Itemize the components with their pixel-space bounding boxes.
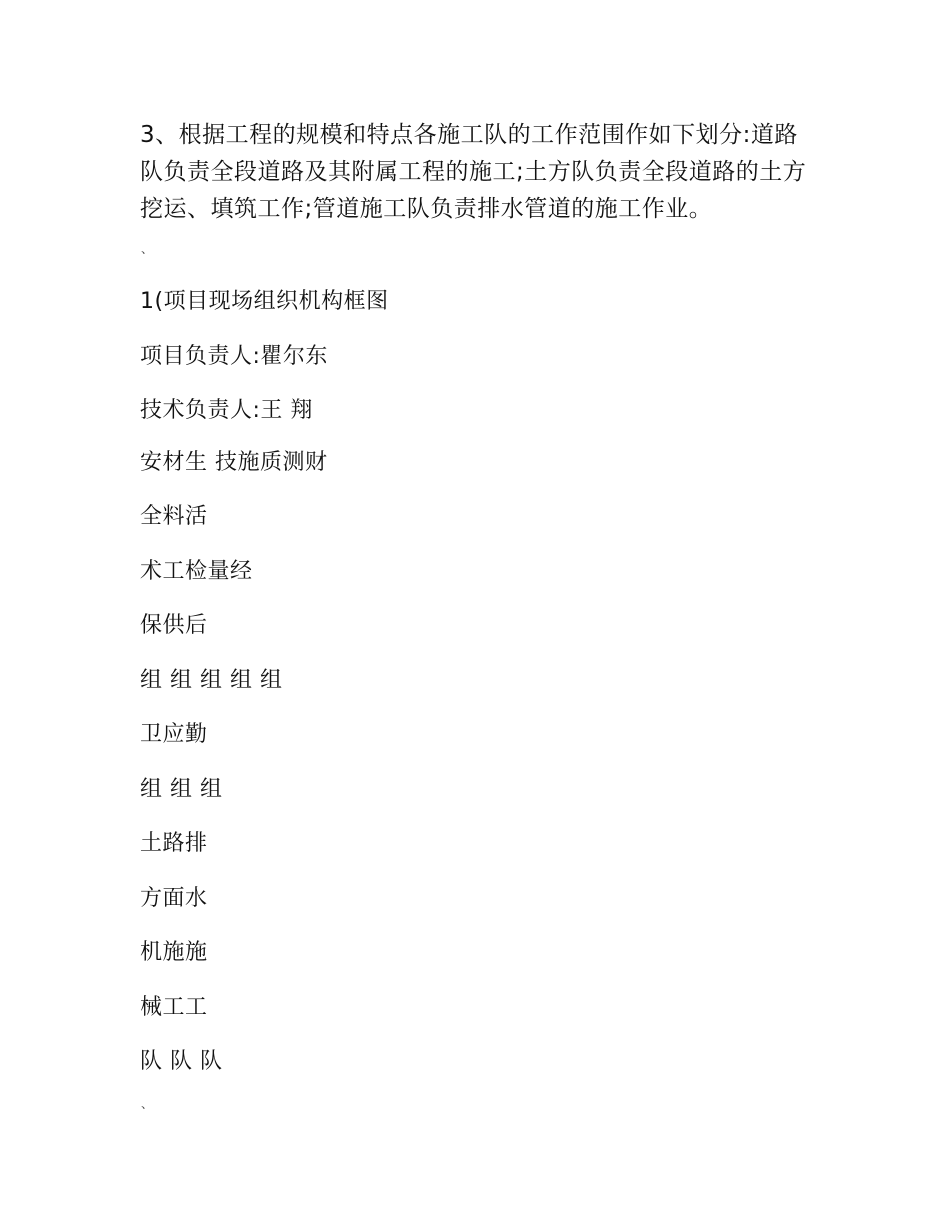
org-chart-title: 1(项目现场组织机构框图 xyxy=(140,289,389,314)
org-chart-line: 组 组 组 xyxy=(140,777,223,802)
org-chart-line: 械工工 xyxy=(140,995,208,1020)
org-chart-line: 全料活 xyxy=(140,504,208,529)
project-manager-line: 项目负责人:瞿尔东 xyxy=(140,344,328,369)
stray-mark: 、 xyxy=(141,242,154,256)
org-chart-line: 方面水 xyxy=(140,886,208,911)
stray-mark: 、 xyxy=(141,1097,154,1111)
org-chart-line: 卫应勤 xyxy=(140,722,208,747)
org-chart-line: 术工检量经 xyxy=(140,559,253,584)
intro-paragraph: 3、根据工程的规模和特点各施工队的工作范围作如下划分:道路队负责全段道路及其附属工程的施工;土方队负责全段道路的土方挖运、填筑工作;管道施工队负责排水管道的施工作业。 xyxy=(140,122,807,222)
org-chart-line: 安材生 技施质测财 xyxy=(140,450,328,475)
org-chart-line: 土路排 xyxy=(140,831,208,856)
org-chart-line: 机施施 xyxy=(140,940,208,965)
org-chart-line: 组 组 组 组 组 xyxy=(140,668,283,693)
org-chart-line: 保供后 xyxy=(140,613,208,638)
technical-lead-line: 技术负责人:王 翔 xyxy=(140,398,313,423)
org-chart-line: 队 队 队 xyxy=(140,1049,223,1074)
